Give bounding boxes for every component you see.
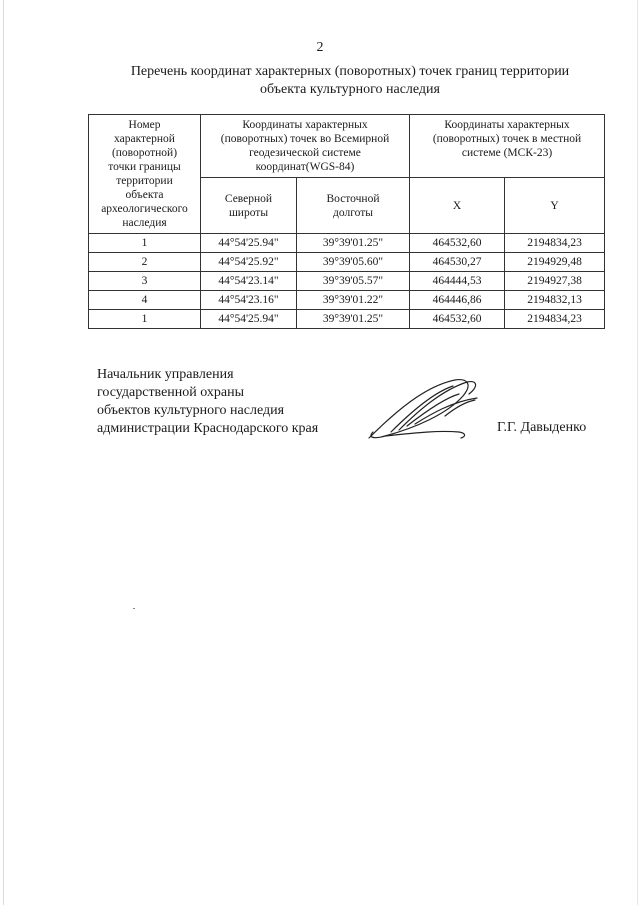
table-row [89,234,605,253]
scan-speck [133,608,135,609]
cell-y: 2194834,23 [505,310,605,329]
signer-position-line: администрации Краснодарского края [97,421,319,436]
cell-east-longitude: 39°39'01.25" [297,310,410,329]
signer-position [97,366,318,438]
header-north-latitude: Северной широты [201,178,297,234]
table-row [89,291,605,310]
cell-point-number: 1 [89,310,201,329]
scan-edge-left [3,0,4,905]
cell-north-latitude: 44°54'23.16" [201,291,297,310]
cell-north-latitude: 44°54'23.14" [201,272,297,291]
header-msk23: Координаты характерных (поворотных) точек в местной системе (МСК-23) [410,115,605,178]
cell-x: 464532,60 [410,310,505,329]
scan-edge-right [637,0,638,905]
cell-x: 464446,86 [410,291,505,310]
cell-x: 464530,27 [410,253,505,272]
cell-east-longitude: 39°39'05.60" [297,253,410,272]
coordinates-table [88,114,605,329]
table-row [89,253,605,272]
document-title-line-1: Перечень координат характерных (поворотных) точек границ территории [130,64,570,79]
signer-position-line: государственной охраны [97,385,245,400]
signer-name: Г.Г. Давыденко [497,420,587,435]
cell-y: 2194927,38 [505,272,605,291]
header-east-longitude: Восточной долготы [297,178,410,234]
cell-north-latitude: 44°54'25.92" [201,253,297,272]
cell-y: 2194834,23 [505,234,605,253]
cell-point-number: 2 [89,253,201,272]
cell-north-latitude: 44°54'25.94" [201,310,297,329]
cell-x: 464444,53 [410,272,505,291]
header-x: X [410,178,505,234]
cell-point-number: 4 [89,291,201,310]
document-title-line-2: объекта культурного наследия [260,82,440,97]
handwritten-signature [355,372,485,452]
cell-east-longitude: 39°39'01.25" [297,234,410,253]
cell-y: 2194929,48 [505,253,605,272]
header-wgs84: Координаты характерных (поворотных) точек во Всемирной геодезической системе координат(WGS-84) [201,115,410,178]
cell-x: 464532,60 [410,234,505,253]
table-row [89,310,605,329]
cell-east-longitude: 39°39'01.22" [297,291,410,310]
cell-y: 2194832,13 [505,291,605,310]
signer-position-line: Начальник управления [97,367,234,382]
page-number: 2 [316,40,324,55]
cell-point-number: 3 [89,272,201,291]
cell-point-number: 1 [89,234,201,253]
cell-north-latitude: 44°54'25.94" [201,234,297,253]
signer-position-line: объектов культурного наследия [97,403,285,418]
document-title [60,63,640,99]
table-header-row-1 [89,115,605,178]
header-y: Y [505,178,605,234]
cell-east-longitude: 39°39'05.57" [297,272,410,291]
header-point-number: Номер характерной (поворотной) точки границы территории объекта археологического наследия [89,115,201,234]
table-row [89,272,605,291]
